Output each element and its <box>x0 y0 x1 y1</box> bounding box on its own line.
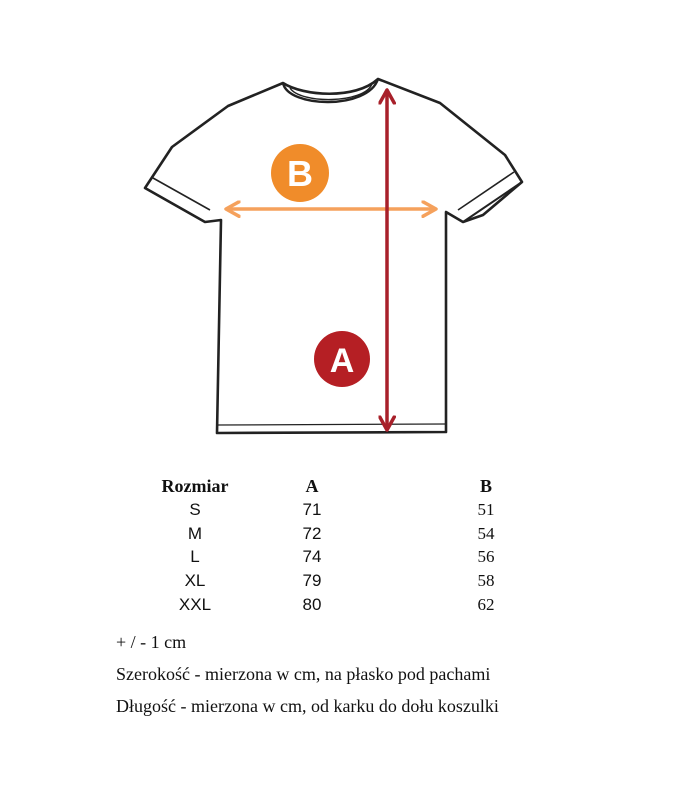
size-cell: S <box>189 499 201 519</box>
width-cell: 54 <box>477 523 495 543</box>
width-cell: 62 <box>477 594 495 614</box>
length-note: Długość - mierzona w cm, od karku do dołu koszulki <box>116 696 499 716</box>
size-table <box>130 474 530 617</box>
width-cell: 58 <box>477 571 495 591</box>
table-row <box>130 522 530 546</box>
table-row <box>130 593 530 617</box>
length-cell: 72 <box>302 523 322 543</box>
size-cell: L <box>190 547 200 567</box>
width-badge-label: B <box>287 153 313 194</box>
size-cell: XXL <box>178 594 212 614</box>
size-cell: XL <box>184 571 206 591</box>
width-cell: 51 <box>477 499 495 519</box>
tolerance-note: + / - 1 cm <box>116 632 187 652</box>
length-cell: 79 <box>302 571 322 591</box>
measurement-notes <box>116 628 676 724</box>
header-size: Rozmiar <box>161 476 229 496</box>
table-row <box>130 545 530 569</box>
table-row <box>130 498 530 522</box>
width-cell: 56 <box>477 547 495 567</box>
length-cell: 80 <box>302 594 322 614</box>
length-cell: 71 <box>302 499 322 519</box>
size-table-header <box>130 474 530 498</box>
header-a: A <box>305 476 319 496</box>
length-badge-label: A <box>329 342 355 380</box>
length-cell: 74 <box>302 547 322 567</box>
size-cell: M <box>187 523 203 543</box>
width-note: Szerokość - mierzona w cm, na płasko pod pachami <box>116 664 491 684</box>
header-b: B <box>479 476 492 496</box>
table-row <box>130 569 530 593</box>
